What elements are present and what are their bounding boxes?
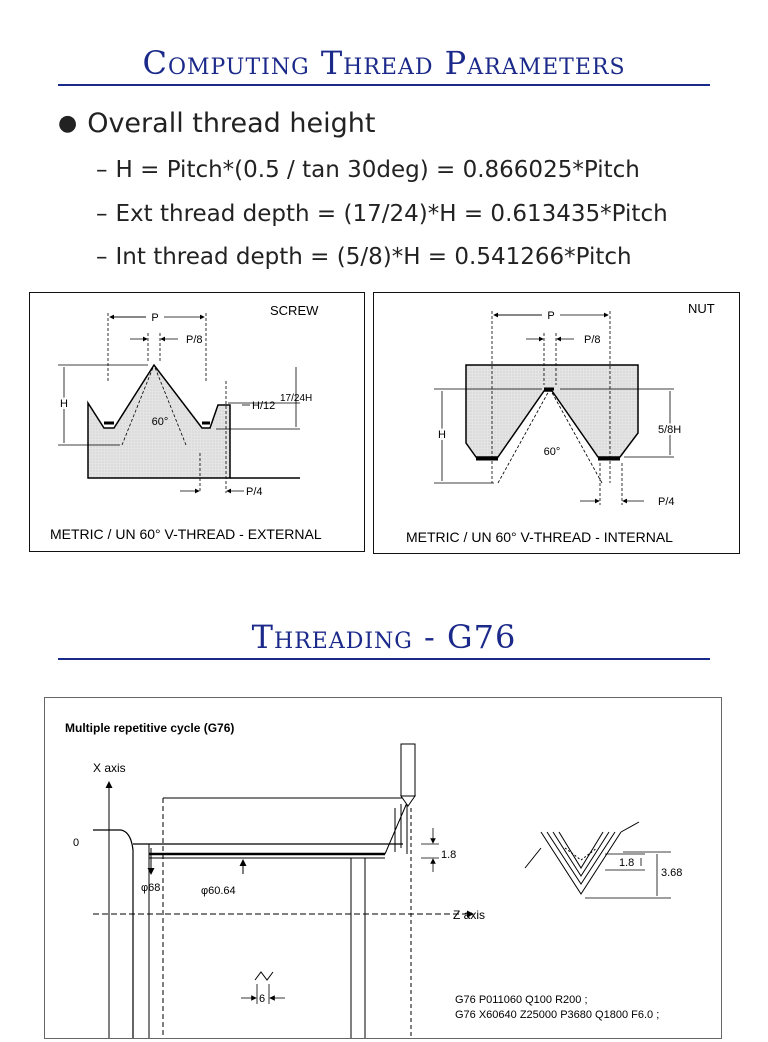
screw-caption: METRIC / UN 60° V-THREAD - EXTERNAL	[50, 526, 322, 542]
g76-code-line-2: G76 X60640 Z25000 P3680 Q1800 F6.0 ;	[455, 1009, 660, 1021]
bullet-overall-thread-height	[58, 108, 375, 139]
subbullet-text: Ext thread depth = (17/24)*H = 0.613435*Pitch	[115, 201, 668, 227]
g76-figure	[44, 697, 722, 1039]
subbullet-ext-depth	[96, 201, 668, 227]
screw-label-17-24h: 17/24H	[280, 393, 313, 404]
screw-label-h12: H/12	[252, 400, 276, 412]
screw-drawing	[30, 293, 364, 551]
nut-drawing	[374, 293, 739, 553]
dim-6-label: 6	[259, 993, 266, 1005]
bullet-icon: ●	[58, 111, 78, 136]
nut-label-angle: 60°	[543, 446, 561, 458]
subbullet-text: Int thread depth = (5/8)*H = 0.541266*Pitch	[115, 244, 632, 270]
slide-title-g76: Threading - G76	[251, 618, 517, 656]
nut-diagram	[373, 292, 740, 554]
g76-drawing	[45, 698, 721, 1038]
zero-label: 0	[73, 837, 80, 849]
g76-heading: Multiple repetitive cycle (G76)	[65, 721, 235, 735]
slide-title: Computing Thread Parameters	[142, 44, 626, 82]
dim-1-8-label: 1.8	[441, 849, 457, 861]
nut-label-p: P	[547, 310, 555, 322]
dash-icon: –	[96, 244, 108, 270]
screw-label-angle: 60°	[151, 416, 169, 428]
subbullet-h	[96, 157, 640, 183]
phi-68-label: φ68	[141, 882, 161, 894]
screw-label-p4: P/4	[246, 486, 263, 498]
dash-icon: –	[96, 157, 108, 183]
g76-code-line-1: G76 P011060 Q100 R200 ;	[455, 994, 588, 1006]
screw-label-h: H	[60, 398, 68, 410]
bullet-text: Overall thread height	[87, 108, 376, 139]
screw-label-p8: P/8	[186, 334, 203, 346]
phi-60-64-label: φ60.64	[201, 885, 236, 897]
dash-icon: –	[96, 201, 108, 227]
screw-label-p: P	[151, 312, 159, 324]
nut-label-h: H	[438, 429, 446, 441]
nut-label-p8: P/8	[584, 334, 601, 346]
z-axis-label: Z axis	[453, 908, 486, 922]
subbullet-int-depth	[96, 244, 632, 270]
nut-label-p4: P/4	[658, 496, 675, 508]
dim-3-68-label: 3.68	[661, 867, 683, 879]
dim-1-8-detail: 1.8	[619, 857, 635, 869]
screw-diagram	[29, 292, 365, 552]
cutting-tool	[401, 744, 415, 796]
workpiece-outline	[93, 830, 133, 1038]
x-axis-label: X axis	[93, 761, 126, 775]
screw-title: SCREW	[270, 303, 319, 318]
subbullet-text: H = Pitch*(0.5 / tan 30deg) = 0.866025*Pitch	[115, 157, 640, 183]
title-underline	[58, 84, 710, 86]
nut-title: NUT	[688, 301, 715, 316]
nut-caption: METRIC / UN 60° V-THREAD - INTERNAL	[406, 529, 673, 545]
nut-label-5-8h: 5/8H	[658, 424, 682, 436]
title-underline-g76	[58, 658, 710, 660]
